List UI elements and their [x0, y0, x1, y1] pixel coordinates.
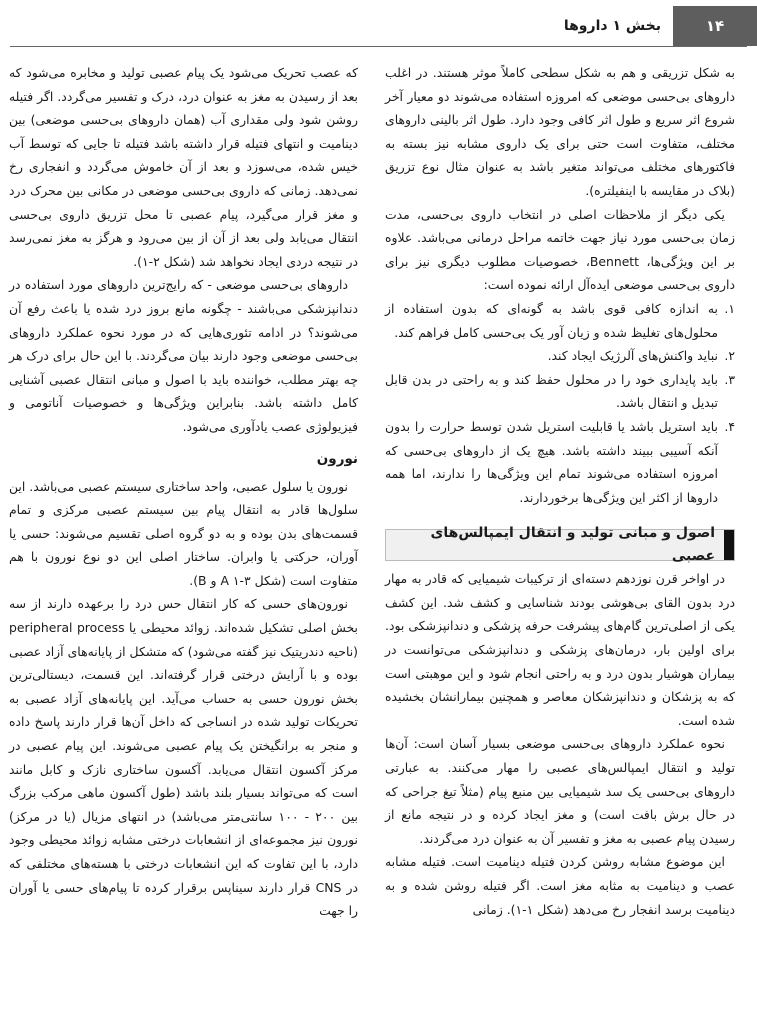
paragraph: این موضوع مشابه روشن کردن فتیله دینامیت است. فتیله مشابه عصب و دینامیت به مثابه مغز است. اگر فتیله روشن شده و به دینامیت برسد انفجار رخ می‌دهد (شکل ۱-۱). زمانی — [385, 854, 735, 917]
subheading-neuron: نورون — [316, 450, 358, 467]
list-item-number: ۳. — [724, 371, 735, 387]
header-rule — [10, 46, 747, 47]
list-item-number: ۱. — [724, 300, 735, 316]
right-column — [385, 61, 735, 921]
page-number: ۱۴ — [673, 6, 757, 46]
list-item-text: نباید واکنش‌های آلرژیک ایجاد کند. — [547, 348, 718, 364]
section-title: اصول و مبانی تولید و انتقال ایمپالس‌های عصبی — [430, 524, 716, 565]
list-item-text: باید پایداری خود را در محلول حفظ کند و به راحتی در بدن قابل تبدیل و انتقال باشد. — [385, 371, 718, 411]
section-heading-bar — [385, 524, 735, 565]
list-item-number: ۴. — [724, 418, 735, 434]
paragraph: به شکل تزریقی و هم به شکل سطحی کاملاً موثر هستند. در اغلب داروهای بی‌حسی موضعی که امروزه استفاده می‌شوند دو معیار آخر شروع اثر سریع و طول اثر کافی وجود دارد. طول اثر بالینی داروهای مختلف، متفاوت است حتی برای یک داروی مشابه نیز بسته به فاکتورهای مختلف می‌تواند متغیر باشد به عنوان مثال نوع تزریق (بلاک در مقایسه با اینفیلتره). — [385, 65, 735, 198]
chapter-title: بخش ۱ داروها — [563, 18, 661, 34]
paragraph: که عصب تحریک می‌شود یک پیام عصبی تولید و مخابره می‌شود که بعد از رسیدن به مغز به عنوان درد، درک و تفسیر می‌گردد. اگر فتیله روشن شود ولی مقداری آب (همان داروهای بی‌حسی موضعی) بین دینامیت و انتهای فتیله قرار داشته باشد فتیله تا جایی که توسط آب خیس شده، می‌سوزد و بعد از آن خاموش می‌گردد و انفجاری رخ نمی‌دهد. زمانی که داروی بی‌حسی موضعی در مکانی بین محرک درد و مغز قرار می‌گیرد، پیام عصبی تا محل تزریق داروی بی‌حسی انتقال می‌یابد ولی بعد از آن از بین می‌رود و هرگز به مغز نمی‌رسد در نتیجه دردی ایجاد نخواهد شد (شکل ۲-۱). — [9, 65, 358, 269]
page-header — [0, 0, 757, 50]
list-item-text: باید استریل باشد یا قابلیت استریل شدن توسط حرارت را بدون آنکه آسیبی ببیند داشته باشد. هیچ یک از داروهای بی‌حسی که امروزه استفاده می‌شوند تمام این ویژگی‌ها را ندارند، اما همه داروها از اکثر این ویژگی‌ها برخوردارند. — [385, 418, 718, 505]
paragraph: داروهای بی‌حسی موضعی - که رایج‌ترین داروهای مورد استفاده در دندانپزشکی می‌باشند - چگونه مانع بروز درد شده یا باعث رفع آن می‌شوند؟ در ادامه تئوری‌هایی که در مورد نحوه عملکرد داروهای بی‌حسی موضعی وجود دارند بیان می‌گردند. با این حال برای درک هر چه بهتر مطلب، خواننده باید با اصول و مبانی انتقال عصبی آشنایی کامل داشته باشد. بنابراین ویژگی‌ها و خصوصیات آناتومی و فیزیولوژی عصب یادآوری می‌شود. — [8, 277, 358, 434]
paragraph: نورون‌های حسی که کار انتقال حس درد را برعهده دارند از سه بخش اصلی تشکیل شده‌اند. زوائد محیطی یا peripheral process (ناحیه دندریتیک نیز گفته می‌شود) که متشکل از پایانه‌های آزاد عصبی بوده و با آرایش درختی قرار گرفته‌اند. این قسمت، دیستالی‌ترین بخش نورون حسی به حساب می‌آید. این پایانه‌های آزاد عصبی به تحریکات تولید شده در انساجی که داخل آن‌ها قرار دارند پاسخ داده و منجر به برانگیختن یک پیام عصبی می‌شوند. این پیام عصبی در مرکز آکسون انتقال می‌یابد. آکسون ساختاری نازک و کابل مانند است که می‌تواند بسیار بلند باشد (طول آکسون ماهی مرکب بزرگ بین ۲۰۰ - ۱۰۰ سانتی‌متر می‌باشد) در انتهای مزیال (یا در مرکز) نورون نیز مجموعه‌ای از انشعابات درختی مشابه زوائد محیطی وجود دارد، با این تفاوت که این انشعابات درختی با هسته‌های مختلفی که در CNS قرار دارند سیناپس برقرار کرده تا پیام‌های حسی یا آوران را جهت — [9, 596, 359, 919]
list-item — [385, 297, 735, 344]
list-item — [385, 368, 735, 415]
list-item — [385, 344, 735, 368]
left-column — [9, 61, 358, 923]
paragraph: در اواخر قرن نوزدهم دسته‌ای از ترکیبات شیمیایی که قادر به مهار درد بدون القای بی‌هوشی بودند شناسایی و کشف شد. این کشف یکی از اصلی‌ترین گام‌های پیشرفت حرفه پزشکی و دندانپزشکی بود. برای اولین بار، درمان‌های پزشکی و دندانپزشکی می‌توانست در بیماران هوشیار بدون درد و به راحتی انجام شود و این موهبتی است که به پزشکان و دندانپزشکان معاصر و همچنین بیمارانشان بخشیده شده است. — [385, 571, 735, 728]
list-item-number: ۲. — [724, 348, 735, 364]
list-item-text: به اندازه کافی قوی باشد به گونه‌ای که بدون استفاده از محلول‌های تغلیظ شده و زیان آور یک بی‌حسی کامل فراهم کند. — [385, 300, 718, 340]
requirements-list — [385, 297, 735, 509]
list-item — [385, 415, 735, 509]
paragraph: یکی دیگر از ملاحظات اصلی در انتخاب داروی بی‌حسی، مدت زمان بی‌حسی مورد نیاز جهت خاتمه مراحل درمانی می‌باشد. علاوه بر این ویژگی‌ها، Bennett، خصوصیات مطلوب دیگری نیز برای داروی بی‌حسی موضعی ایده‌آل ارائه نموده است: — [385, 206, 735, 293]
paragraph: نورون یا سلول عصبی، واحد ساختاری سیستم عصبی می‌باشد. این سلول‌ها قادر به انتقال پیام بین سیستم عصبی مرکزی و تمام قسمت‌های بدن بوده و به دو گروه اصلی تقسیم می‌شوند: حسی یا آوران، حرکتی یا وابران. ساختار اصلی این دو نوع نورون با هم متفاوت است (شکل ۳-۱ A و B). — [9, 478, 358, 588]
section-marker — [724, 530, 734, 560]
paragraph: نحوه عملکرد داروهای بی‌حسی موضعی بسیار آسان است: آن‌ها تولید و انتقال ایمپالس‌های عصبی را مهار می‌کنند. به عبارتی داروهای بی‌حسی یک سد شیمیایی بین منبع پیام (مثلاً تیغ جراحی که در حال برش بافت است) و مغز ایجاد کرده و در نتیجه مانع از رسیدن پیام عصبی به مغز و تفسیر آن به عنوان درد می‌گردند. — [385, 736, 735, 846]
